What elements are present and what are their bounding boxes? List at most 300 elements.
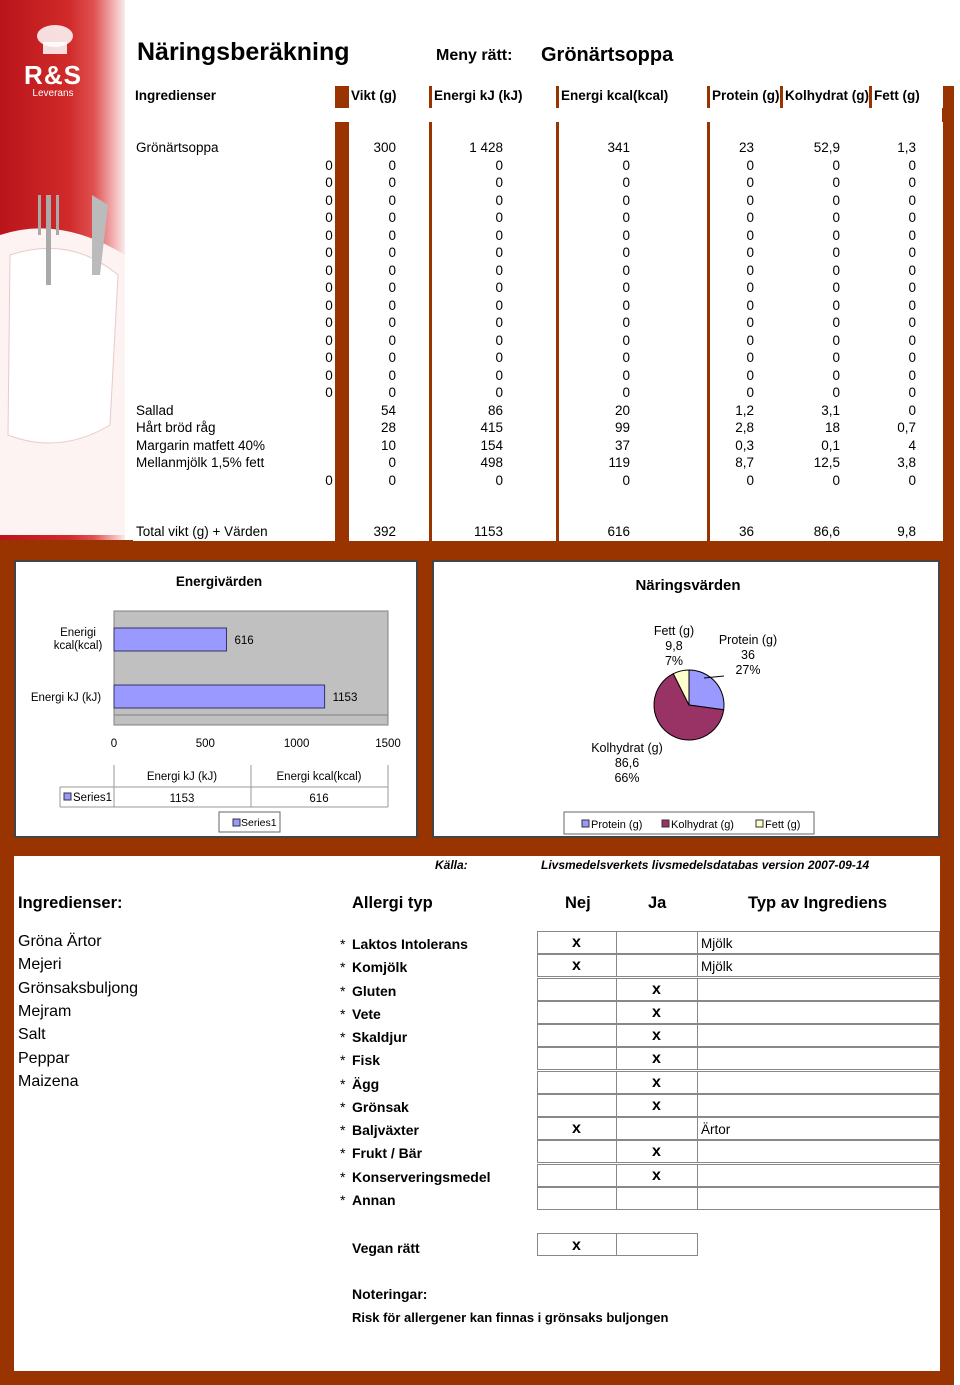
col-header-protein: Protein (g) bbox=[710, 86, 780, 108]
row-kcal: 37 bbox=[614, 437, 630, 453]
row-protein: 0 bbox=[746, 175, 754, 190]
allergy-cell-nej[interactable] bbox=[537, 1187, 617, 1210]
allergy-row-label bbox=[340, 954, 540, 977]
table-row bbox=[133, 385, 943, 403]
row-protein: 0 bbox=[746, 385, 754, 400]
logo-brand: R&S bbox=[24, 60, 82, 90]
row-fett: 0 bbox=[908, 402, 916, 418]
col-header-kcal: Energi kcal(kcal) bbox=[559, 86, 707, 108]
row-kolhydrat: 0 bbox=[832, 350, 840, 365]
bar-table-value-1: 616 bbox=[309, 793, 329, 805]
row-zero: 0 bbox=[325, 280, 333, 295]
row-kcal: 0 bbox=[622, 192, 630, 208]
col-header-ingredienser: Ingredienser bbox=[133, 86, 335, 108]
row-kj: 86 bbox=[487, 402, 503, 418]
allergy-cell-nej[interactable] bbox=[537, 1024, 617, 1047]
notes-text: Risk för allergener kan finnas i grönsaks buljongen bbox=[352, 1310, 669, 1325]
pie-legend-label-1: Kolhydrat (g) bbox=[671, 819, 734, 831]
allergy-cell-typ[interactable] bbox=[697, 1001, 940, 1024]
row-zero: 0 bbox=[325, 245, 333, 260]
row-zero: 0 bbox=[325, 175, 333, 190]
total-kcal: 616 bbox=[607, 524, 630, 539]
row-kj: 0 bbox=[495, 192, 503, 208]
row-kj: 0 bbox=[495, 245, 503, 260]
chef-hat-icon bbox=[30, 22, 80, 62]
row-fett: 0 bbox=[908, 350, 916, 365]
row-protein: 0 bbox=[746, 315, 754, 330]
row-kj: 0 bbox=[495, 280, 503, 295]
row-zero: 0 bbox=[325, 367, 333, 383]
allergy-ja-mark: x bbox=[652, 1027, 661, 1044]
row-vikt: 0 bbox=[388, 210, 396, 225]
ingredient-item: Mejeri bbox=[18, 956, 62, 974]
row-name: Mellanmjölk 1,5% fett bbox=[136, 455, 265, 470]
allergy-header-type: Allergi typ bbox=[352, 894, 433, 912]
vegan-nej-mark: x bbox=[572, 1237, 581, 1254]
row-fett: 0 bbox=[908, 332, 916, 348]
table-row bbox=[133, 403, 943, 421]
bar-chart-title: Energivärden bbox=[175, 574, 263, 589]
row-kcal: 0 bbox=[622, 175, 630, 190]
row-kolhydrat: 0 bbox=[832, 157, 840, 173]
allergy-cell-typ[interactable] bbox=[697, 931, 940, 954]
bar-table-header-1: Energi kcal(kcal) bbox=[276, 771, 362, 783]
bar-legend-label: Series1 bbox=[241, 817, 277, 829]
ingredient-item: Salt bbox=[18, 1026, 46, 1044]
allergy-star: * bbox=[340, 936, 346, 952]
pie-label-protein: Protein (g) bbox=[718, 633, 778, 647]
allergy-cell-nej[interactable] bbox=[537, 1047, 617, 1070]
row-kj: 0 bbox=[495, 367, 503, 383]
allergy-row-label bbox=[340, 1117, 540, 1140]
allergy-cell-typ[interactable] bbox=[697, 1094, 940, 1117]
row-protein: 23 bbox=[738, 140, 754, 155]
row-fett: 0 bbox=[908, 297, 916, 313]
notes-label: Noteringar: bbox=[352, 1286, 428, 1302]
row-kj: 0 bbox=[495, 472, 503, 488]
row-protein: 0,3 bbox=[735, 437, 754, 453]
row-fett: 0 bbox=[908, 227, 916, 243]
allergy-row-label bbox=[340, 931, 540, 954]
allergy-star: * bbox=[340, 1052, 346, 1069]
allergy-type-text: Mjölk bbox=[701, 936, 733, 951]
allergy-row-label bbox=[340, 1047, 540, 1070]
bar-0 bbox=[114, 685, 325, 708]
pie-label-kolhydrat: Kolhydrat (g) bbox=[591, 741, 663, 755]
row-vikt: 0 bbox=[388, 332, 396, 348]
row-vikt: 0 bbox=[388, 280, 396, 295]
row-kolhydrat: 52,9 bbox=[813, 140, 840, 155]
table-row bbox=[133, 228, 943, 246]
table-row bbox=[133, 210, 943, 228]
row-fett: 0 bbox=[908, 280, 916, 295]
allergy-row-label bbox=[340, 1187, 540, 1210]
row-protein: 0 bbox=[746, 245, 754, 260]
pie-percent-kolhydrat: 66% bbox=[614, 771, 640, 785]
allergy-name: Ägg bbox=[352, 1075, 380, 1092]
allergy-cell-typ[interactable] bbox=[697, 978, 940, 1001]
allergy-header-yes: Ja bbox=[648, 894, 667, 912]
row-kj: 154 bbox=[480, 437, 503, 453]
bar-tick-label: 0 bbox=[110, 738, 118, 750]
allergy-cell-nej[interactable] bbox=[537, 1001, 617, 1024]
logo-sub: Leverans bbox=[32, 88, 74, 99]
row-zero: 0 bbox=[325, 297, 333, 313]
row-fett: 0 bbox=[908, 175, 916, 190]
allergy-cell-typ[interactable] bbox=[697, 1047, 940, 1070]
row-kj: 0 bbox=[495, 297, 503, 313]
row-kcal: 0 bbox=[622, 332, 630, 348]
row-fett: 0 bbox=[908, 262, 916, 278]
row-protein: 0 bbox=[746, 332, 754, 348]
allergy-ja-mark: x bbox=[652, 1073, 661, 1091]
allergy-cell-nej[interactable] bbox=[537, 1071, 617, 1094]
row-kcal: 99 bbox=[614, 420, 630, 435]
row-name: Margarin matfett 40% bbox=[136, 437, 266, 453]
row-kcal: 0 bbox=[622, 315, 630, 330]
total-kj: 1153 bbox=[473, 524, 503, 539]
allergy-row-label bbox=[340, 1140, 540, 1163]
row-vikt: 0 bbox=[388, 227, 396, 243]
allergy-cell-typ[interactable] bbox=[697, 1187, 940, 1210]
row-zero: 0 bbox=[325, 385, 333, 400]
row-vikt: 0 bbox=[388, 297, 396, 313]
row-vikt: 0 bbox=[388, 262, 396, 278]
row-protein: 8,7 bbox=[735, 455, 754, 470]
col-header-kj: Energi kJ (kJ) bbox=[432, 86, 556, 108]
allergy-name: Skaldjur bbox=[352, 1029, 408, 1045]
row-kcal: 341 bbox=[607, 140, 630, 155]
table-row bbox=[133, 158, 943, 176]
logo-panel bbox=[0, 0, 125, 540]
total-row bbox=[133, 524, 943, 542]
page-title: Näringsberäkning bbox=[137, 38, 350, 66]
row-kj: 0 bbox=[495, 227, 503, 243]
row-vikt: 28 bbox=[380, 420, 396, 435]
energy-bar-chart bbox=[16, 562, 416, 836]
allergy-cell-typ[interactable] bbox=[697, 1117, 940, 1140]
row-name: Grönärtsoppa bbox=[136, 140, 219, 155]
row-zero: 0 bbox=[325, 472, 333, 488]
col-header-fett: Fett (g) bbox=[872, 86, 943, 108]
row-protein: 0 bbox=[746, 192, 754, 208]
pie-value-protein: 36 bbox=[741, 648, 755, 662]
allergy-name: Konserveringsmedel bbox=[352, 1168, 491, 1185]
frame-right bbox=[942, 86, 954, 541]
row-kolhydrat: 0 bbox=[832, 227, 840, 243]
energy-chart-panel bbox=[14, 560, 418, 838]
allergy-row-label bbox=[340, 1001, 540, 1024]
row-kolhydrat: 0 bbox=[832, 262, 840, 278]
row-protein: 0 bbox=[746, 350, 754, 365]
allergy-cell-ja[interactable] bbox=[616, 1117, 698, 1140]
row-kj: 0 bbox=[495, 332, 503, 348]
allergy-cell-ja[interactable] bbox=[616, 954, 698, 977]
allergy-ja-mark: x bbox=[652, 980, 661, 998]
row-protein: 0 bbox=[746, 227, 754, 243]
row-kolhydrat: 0 bbox=[832, 280, 840, 295]
row-kolhydrat: 0,1 bbox=[821, 437, 840, 453]
allergy-name: Gluten bbox=[352, 982, 397, 999]
allergy-cell-ja[interactable] bbox=[616, 1187, 698, 1210]
allergy-row-label bbox=[340, 1094, 540, 1117]
bar-table-value-0: 1153 bbox=[169, 793, 195, 805]
allergy-name: Baljväxter bbox=[352, 1122, 419, 1138]
row-kolhydrat: 0 bbox=[832, 472, 840, 488]
pie-percent-fett: 7% bbox=[664, 654, 684, 668]
row-protein: 2,8 bbox=[735, 420, 754, 435]
row-vikt: 0 bbox=[388, 315, 396, 330]
bar-table-series-label: Series1 bbox=[73, 792, 112, 804]
row-kcal: 20 bbox=[614, 402, 630, 418]
allergy-name: Fisk bbox=[352, 1052, 381, 1069]
table-row bbox=[133, 333, 943, 351]
col-header-vikt: Vikt (g) bbox=[349, 86, 429, 108]
allergy-star: * bbox=[340, 982, 346, 999]
pie-legend-label-0: Protein (g) bbox=[591, 819, 643, 831]
row-zero: 0 bbox=[325, 350, 333, 365]
allergy-nej-mark: x bbox=[572, 1120, 581, 1137]
pie-label-fett: Fett (g) bbox=[653, 624, 695, 638]
allergy-name: Frukt / Bär bbox=[352, 1145, 423, 1162]
allergy-row-label bbox=[340, 978, 540, 1001]
row-fett: 0 bbox=[908, 210, 916, 225]
row-zero: 0 bbox=[325, 210, 333, 225]
row-fett: 0,7 bbox=[897, 420, 916, 435]
source-value: Livsmedelsverkets livsmedelsdatabas version 2007-09-14 bbox=[541, 858, 870, 872]
table-row bbox=[133, 175, 943, 193]
allergy-cell-nej[interactable] bbox=[537, 1164, 617, 1187]
allergy-star: * bbox=[340, 1029, 346, 1045]
row-zero: 0 bbox=[325, 315, 333, 330]
ingredient-item: Maizena bbox=[18, 1072, 79, 1090]
allergy-star: * bbox=[340, 1005, 346, 1022]
row-kolhydrat: 3,1 bbox=[821, 402, 840, 418]
row-kj: 498 bbox=[480, 455, 503, 470]
row-protein: 0 bbox=[746, 280, 754, 295]
row-protein: 0 bbox=[746, 367, 754, 383]
row-vikt: 0 bbox=[388, 472, 396, 488]
bar-category-label-1b: kcal(kcal) bbox=[53, 640, 103, 652]
row-zero: 0 bbox=[325, 157, 333, 173]
row-fett: 0 bbox=[908, 472, 916, 488]
source-label: Källa: bbox=[435, 858, 468, 872]
row-vikt: 0 bbox=[388, 192, 396, 208]
allergy-star: * bbox=[340, 1168, 346, 1185]
frame-bottom bbox=[0, 540, 954, 558]
row-kolhydrat: 0 bbox=[832, 315, 840, 330]
menu-label: Meny rätt: bbox=[436, 47, 513, 64]
row-kcal: 0 bbox=[622, 245, 630, 260]
allergy-type-text: Ärtor bbox=[701, 1122, 731, 1137]
row-fett: 0 bbox=[908, 385, 916, 400]
row-fett: 0 bbox=[908, 192, 916, 208]
bar-tick-label: 500 bbox=[195, 738, 215, 750]
row-kolhydrat: 18 bbox=[824, 420, 840, 435]
row-kcal: 0 bbox=[622, 157, 630, 173]
allergy-star: * bbox=[340, 1075, 346, 1092]
allergy-cell-nej[interactable] bbox=[537, 978, 617, 1001]
allergy-name: Grönsak bbox=[352, 1098, 409, 1115]
total-fett: 9,8 bbox=[897, 524, 916, 539]
napkin-cutlery-icon bbox=[0, 195, 125, 535]
row-protein: 1,2 bbox=[735, 402, 754, 418]
bar-value-label-1: 616 bbox=[234, 635, 254, 647]
allergy-name: Laktos Intolerans bbox=[352, 936, 468, 952]
row-vikt: 0 bbox=[388, 175, 396, 190]
ingredient-item: Gröna Ärtor bbox=[18, 933, 102, 950]
row-vikt: 0 bbox=[388, 350, 396, 365]
allergy-row-label bbox=[340, 1164, 540, 1187]
row-protein: 0 bbox=[746, 472, 754, 488]
allergy-star: * bbox=[340, 1122, 346, 1138]
row-kcal: 0 bbox=[622, 262, 630, 278]
bar-legend-swatch bbox=[64, 793, 71, 800]
row-protein: 0 bbox=[746, 297, 754, 313]
row-name: Hårt bröd råg bbox=[136, 420, 216, 435]
allergy-ja-mark: x bbox=[652, 1166, 661, 1184]
col-header-kolhydrat: Kolhydrat (g) bbox=[783, 86, 869, 108]
bar-1 bbox=[114, 628, 227, 651]
pie-chart-title: Näringsvärden bbox=[635, 577, 741, 594]
row-kj: 0 bbox=[495, 350, 503, 365]
row-fett: 0 bbox=[908, 315, 916, 330]
nutrition-table bbox=[133, 122, 943, 541]
row-zero: 0 bbox=[325, 332, 333, 348]
vegan-ja-cell[interactable] bbox=[616, 1233, 698, 1256]
row-kj: 0 bbox=[495, 315, 503, 330]
pie-legend-swatch-1 bbox=[662, 820, 669, 827]
table-row bbox=[133, 280, 943, 298]
table-row bbox=[133, 350, 943, 368]
allergy-row-label bbox=[340, 1071, 540, 1094]
row-vikt: 0 bbox=[388, 455, 396, 470]
pie-legend-swatch-2 bbox=[756, 820, 763, 827]
total-protein: 36 bbox=[738, 524, 754, 539]
row-kcal: 0 bbox=[622, 472, 630, 488]
row-kolhydrat: 0 bbox=[832, 385, 840, 400]
row-vikt: 0 bbox=[388, 367, 396, 383]
row-kolhydrat: 12,5 bbox=[813, 455, 840, 470]
allergy-header-no: Nej bbox=[565, 894, 591, 912]
row-kcal: 0 bbox=[622, 367, 630, 383]
row-fett: 0 bbox=[908, 245, 916, 260]
column-header-bar bbox=[133, 86, 943, 108]
table-row bbox=[133, 263, 943, 281]
pie-value-kolhydrat: 86,6 bbox=[614, 756, 640, 770]
row-kolhydrat: 0 bbox=[832, 175, 840, 190]
row-protein: 0 bbox=[746, 262, 754, 278]
row-fett: 3,8 bbox=[897, 455, 916, 470]
allergy-name: Komjölk bbox=[352, 959, 408, 976]
row-kj: 0 bbox=[495, 385, 503, 400]
row-vikt: 10 bbox=[380, 437, 396, 453]
allergy-cell-typ[interactable] bbox=[697, 954, 940, 977]
table-row bbox=[133, 298, 943, 316]
row-kcal: 0 bbox=[622, 227, 630, 243]
row-zero: 0 bbox=[325, 262, 333, 278]
pie-legend-swatch-0 bbox=[582, 820, 589, 827]
row-name: Sallad bbox=[136, 402, 174, 418]
row-vikt: 0 bbox=[388, 245, 396, 260]
table-row bbox=[133, 193, 943, 211]
pie-value-fett: 9,8 bbox=[665, 639, 683, 653]
menu-value: Grönärtsoppa bbox=[541, 44, 674, 66]
bar-category-label-0: Energi kJ (kJ) bbox=[30, 692, 102, 704]
row-kolhydrat: 0 bbox=[832, 367, 840, 383]
row-kolhydrat: 0 bbox=[832, 192, 840, 208]
allergy-cell-typ[interactable] bbox=[697, 1164, 940, 1187]
total-vikt: 392 bbox=[373, 524, 396, 539]
table-row bbox=[133, 245, 943, 263]
nutrition-pie-chart bbox=[434, 562, 938, 836]
row-fett: 0 bbox=[908, 367, 916, 383]
ingredient-item: Peppar bbox=[18, 1049, 70, 1067]
allergy-row-label bbox=[340, 1024, 540, 1047]
total-kolhydrat: 86,6 bbox=[813, 524, 840, 539]
pie-slice-0 bbox=[689, 670, 724, 710]
allergy-ja-mark: x bbox=[652, 1096, 661, 1114]
row-fett: 4 bbox=[908, 437, 916, 453]
pie-legend-label-2: Fett (g) bbox=[765, 819, 801, 831]
row-kcal: 0 bbox=[622, 350, 630, 365]
allergy-star: * bbox=[340, 1098, 346, 1115]
row-vikt: 54 bbox=[380, 402, 396, 418]
row-kcal: 119 bbox=[608, 455, 630, 470]
row-kj: 1 428 bbox=[469, 140, 503, 155]
allergy-cell-ja[interactable] bbox=[616, 931, 698, 954]
row-kj: 415 bbox=[480, 420, 503, 435]
allergy-cell-nej[interactable] bbox=[537, 1094, 617, 1117]
bar-tick-label: 1500 bbox=[375, 738, 401, 750]
row-kcal: 0 bbox=[622, 297, 630, 313]
total-label: Total vikt (g) + Värden bbox=[136, 524, 268, 539]
row-kolhydrat: 0 bbox=[832, 297, 840, 313]
allergy-header-kind: Typ av Ingrediens bbox=[748, 894, 888, 912]
bar-tick-label: 1000 bbox=[283, 738, 310, 750]
allergy-nej-mark: x bbox=[572, 934, 581, 951]
table-row bbox=[133, 315, 943, 333]
allergy-header-ingredients: Ingredienser: bbox=[18, 894, 123, 912]
row-protein: 0 bbox=[746, 210, 754, 225]
bar-table-header-0: Energi kJ (kJ) bbox=[146, 771, 218, 783]
allergy-cell-typ[interactable] bbox=[697, 1071, 940, 1094]
chart-section bbox=[0, 558, 954, 840]
row-vikt: 0 bbox=[388, 157, 396, 173]
row-kolhydrat: 0 bbox=[832, 245, 840, 260]
allergy-name: Vete bbox=[352, 1005, 381, 1022]
row-kcal: 0 bbox=[622, 385, 630, 400]
table-row bbox=[133, 455, 943, 473]
row-zero: 0 bbox=[325, 227, 333, 243]
row-fett: 0 bbox=[908, 157, 916, 173]
table-row bbox=[133, 368, 943, 386]
row-kj: 0 bbox=[495, 262, 503, 278]
ingredient-item: Mejram bbox=[18, 1002, 72, 1020]
vegan-label: Vegan rätt bbox=[352, 1240, 420, 1256]
allergy-star: * bbox=[340, 1191, 346, 1208]
row-kolhydrat: 0 bbox=[832, 210, 840, 225]
allergy-cell-nej[interactable] bbox=[537, 1140, 617, 1163]
ingredient-item: Grönsaksbuljong bbox=[18, 979, 139, 997]
allergy-cell-typ[interactable] bbox=[697, 1024, 940, 1047]
bar-value-label-0: 1153 bbox=[332, 692, 358, 704]
allergy-cell-typ[interactable] bbox=[697, 1140, 940, 1163]
row-kj: 0 bbox=[495, 175, 503, 190]
allergy-ja-mark: x bbox=[652, 1003, 661, 1021]
allergy-star: * bbox=[340, 959, 346, 976]
table-row bbox=[133, 473, 943, 491]
